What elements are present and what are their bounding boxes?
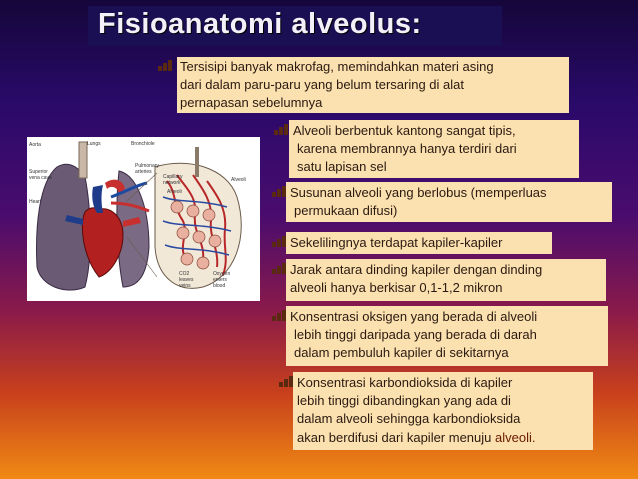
bullet-icon [274, 124, 288, 136]
bullet-7-highlight-word: alveoli. [495, 430, 536, 445]
bullet-7-line-3: dalam alveoli sehingga karbondioksida [297, 411, 521, 426]
bullet-7-line-4 [297, 430, 535, 445]
slide-title-banner [88, 6, 502, 46]
label-lungs: Lungs [87, 141, 101, 147]
bullet-icon [272, 263, 286, 275]
bullet-5-line-1: Jarak antara dinding kapiler dengan dinding [290, 262, 543, 277]
label-heart: Heart [29, 199, 42, 205]
label-co2-leaves: CO2 leaves veins [179, 271, 194, 289]
label-superior-vena-cava: Superior vena cava [29, 169, 52, 181]
bullet-icon [158, 60, 172, 72]
bullet-7-line-1: Konsentrasi karbondioksida di kapiler [297, 375, 513, 390]
bullet-7-line-4-text: akan berdifusi dari kapiler menuju [297, 430, 492, 445]
label-alveoli-small: Alveoli [167, 189, 182, 195]
bullet-6-line-3: dalam pembuluh kapiler di sekitarnya [294, 345, 509, 360]
label-oxygen-enters: Oxygen enters blood [213, 271, 231, 289]
bullet-icon [272, 186, 286, 198]
bullet-3-line-1: Susunan alveoli yang berlobus (memperluas [290, 185, 547, 200]
slide-title: Fisioanatomi alveolus: [98, 8, 422, 40]
label-capillary-network: Capillary network [163, 174, 183, 186]
label-bronchiole: Bronchiole [131, 141, 155, 147]
label-aorta: Aorta [29, 142, 41, 148]
bullet-6-line-1: Konsentrasi oksigen yang berada di alveoli [290, 309, 538, 324]
bullet-4-line-1: Sekelilingnya terdapat kapiler-kapiler [290, 235, 503, 250]
label-alveoli: Alveoli [231, 177, 246, 183]
bullet-1-line-1: Tersisipi banyak makrofag, memindahkan materi asing [180, 59, 494, 74]
alveoli-anatomy-figure [27, 137, 260, 301]
bullet-6-line-2: lebih tinggi daripada yang berada di darah [294, 327, 537, 342]
bullet-icon [272, 236, 286, 248]
bullet-1-line-3: pernapasan sebelumnya [180, 95, 323, 110]
bullet-7-line-2: lebih tinggi dibandingkan yang ada di [297, 393, 511, 408]
bullet-2-line-3: satu lapisan sel [297, 159, 387, 174]
bullet-icon [279, 376, 293, 388]
bullet-1-line-2: dari dalam paru-paru yang belum tersaring di alat [180, 77, 464, 92]
label-pulmonary-arteries: Pulmonary arteries [135, 163, 159, 175]
bullet-3-line-2: permukaan difusi) [294, 203, 398, 218]
bullet-2-line-1: Alveoli berbentuk kantong sangat tipis, [293, 123, 516, 138]
bullet-5-line-2: alveoli hanya berkisar 0,1-1,2 mikron [290, 280, 503, 295]
bullet-icon [272, 310, 286, 322]
bullet-2-line-2: karena membrannya hanya terdiri dari [297, 141, 517, 156]
